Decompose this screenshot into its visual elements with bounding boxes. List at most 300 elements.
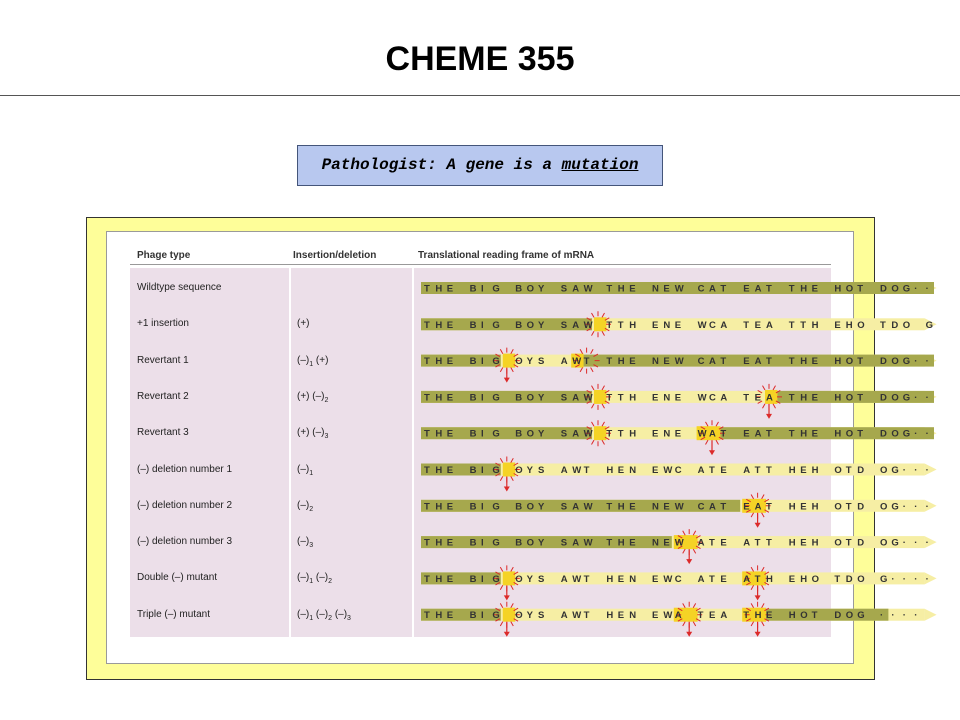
codon-letter [504,429,507,440]
codon-letter: H [435,428,443,440]
codon-letter [458,465,461,476]
codon-letter: H [435,392,443,404]
subtitle-emphasis: mutation [561,156,639,174]
codon-letter: H [766,573,773,585]
codon-letter: T [424,501,430,513]
codon-letter [549,284,552,295]
codon-letter [549,429,552,440]
codon-letter: · [925,573,929,585]
codon-letter: B [515,283,523,295]
codon-letter [686,429,689,440]
codon-letter [458,320,461,331]
codon-letter: N [652,501,659,513]
codon-letter: D [857,501,865,513]
codon-letter: T [424,537,430,549]
phage-type-label: (–) deletion number 1 [137,463,233,475]
codon-letter [686,320,689,331]
codon-letter [641,465,644,476]
phage-type-label: Double (–) mutant [137,572,218,584]
codon-letter: E [629,501,636,513]
codon-letter: H [800,392,808,404]
codon-letter: W [583,283,593,295]
codon-letter: E [446,392,454,404]
codon-letter: · [925,428,929,440]
codon-letter: A [754,428,762,440]
codon-letter: H [606,610,614,622]
codon-letter: O [891,392,899,404]
mutation-symbol: (–) [332,608,348,620]
codon-letter: H [617,501,625,513]
codon-letter [777,501,780,512]
mutation-index: 1 [309,360,314,368]
mutation-symbol: (+) (–) [297,390,325,402]
codon-letter: N [663,428,671,440]
codon-letter: N [663,392,671,404]
codon-letter: T [583,465,590,476]
codon-letter: N [629,610,637,622]
codon-letter: H [834,428,842,440]
codon-letter: B [469,573,477,585]
codon-letter: O [526,392,534,404]
codon-letter: T [766,501,772,513]
mutation-index: 1 [309,578,314,586]
mutation-index: 2 [309,505,314,513]
codon-letter: E [446,319,454,331]
codon-letter: T [424,465,430,476]
codon-letter: T [857,356,864,368]
codon-letter: B [469,501,477,513]
codon-letter: E [446,465,454,476]
bar-arrow-tip [925,609,937,621]
codon-letter [504,320,507,331]
codon-letter: T [788,392,795,404]
codon-letter: T [583,356,590,368]
codon-letter: H [834,283,842,295]
codon-letter: · [902,465,906,476]
codon-letter: · [902,537,906,549]
codon-in-frame [421,464,501,476]
codon-letter: I [481,610,484,622]
codon-letter [641,392,644,403]
codon-letter: E [663,356,670,368]
codon-letter [777,465,780,476]
codon-letter: · [891,610,895,622]
codon-letter: B [515,501,523,513]
codon-letter: H [617,356,625,368]
codon-letter: E [811,428,818,440]
codon-letter [686,465,689,476]
codon-letter: A [743,573,751,585]
codon-letter: O [526,319,534,331]
mutation-index: 2 [324,396,329,404]
codon-letter: E [652,610,659,622]
codon-letter: T [880,319,886,331]
codon-letter: O [515,465,523,476]
mutation-arrowhead [755,632,761,637]
codon-letter: H [788,501,796,513]
codon-letter: D [891,319,899,331]
codon-letter: E [629,283,636,295]
codon-letter: H [606,465,614,476]
codon-letter: D [834,610,842,622]
codon-letter [777,320,780,331]
codon-letter: · [914,428,918,440]
codon-letter: E [674,428,682,440]
codon-letter [504,284,507,295]
header-insertion-deletion: Insertion/deletion [293,250,377,261]
codon-letter: T [845,501,852,513]
codon-letter: B [469,610,477,622]
codon-in-frame [421,355,501,367]
codon-letter: A [560,573,568,585]
codon-letter: T [424,392,430,404]
codon-letter: A [572,501,580,513]
codon-letter: O [857,319,865,331]
codon-letter: T [857,283,864,295]
codon-letter [549,356,552,367]
codon-letter [549,610,552,621]
codon-letter [869,538,872,549]
codon-letter: W [572,573,582,585]
reading-frame-row [421,384,937,419]
codon-letter: A [560,356,568,368]
codon-letter: E [788,573,796,585]
codon-letter: T [766,465,772,476]
codon-letter [458,429,461,440]
mutation-index: 3 [309,542,314,550]
codon-letter: T [709,573,715,585]
phage-type-label: Revertant 1 [137,354,189,366]
reading-frame-sequence [424,392,929,403]
codon-letter: E [811,392,818,404]
mutation-symbol: (–) [313,572,329,584]
codon-letter: T [788,428,795,440]
codon-letter: W [674,537,684,549]
codon-letter: E [663,283,670,295]
codon-letter: H [788,537,796,549]
codon-letter: E [446,537,454,549]
codon-letter [823,356,826,367]
codon-letter: S [538,356,545,368]
codon-letter: N [629,465,637,476]
codon-letter: W [674,356,684,368]
codon-letter: C [674,465,682,476]
codon-letter: T [424,573,430,585]
codon-letter: D [880,392,887,404]
codon-letter: H [435,283,443,295]
codon-letter: H [834,392,842,404]
codon-letter [869,320,872,331]
codon-letter: T [720,501,727,513]
codon-letter: I [481,392,484,404]
codon-letter: E [629,537,636,549]
codon-letter: A [572,537,580,549]
mutation-index: 1 [309,614,314,622]
codon-letter: A [697,573,705,585]
codon-letter: H [435,501,443,513]
mutation-index: 2 [328,578,333,586]
codon-letter: H [800,428,808,440]
codon-letter: Y [538,428,545,440]
codon-letter: G [492,283,500,295]
codon-letter: H [788,610,796,622]
codon-letter: I [481,428,484,440]
codon-letter [869,501,872,512]
codon-letter: E [652,319,659,331]
codon-letter: T [754,573,761,585]
mutation-symbol: (–) [297,354,310,366]
codon-letter [823,429,826,440]
codon-letter: T [617,428,624,440]
codon-letter: H [435,319,443,331]
codon-letter: O [526,283,534,295]
codon-letter: H [834,356,842,368]
codon-letter: T [766,356,772,368]
codon-letter: G [880,573,888,585]
codon-letter [823,320,826,331]
codon-letter: D [880,283,887,295]
codon-letter: T [788,319,795,331]
codon-letter: E [446,283,454,295]
codon-letter: T [811,610,818,622]
codon-letter: I [481,465,484,476]
reading-frame-row [421,493,937,528]
codon-letter: N [652,283,659,295]
codon-letter: W [697,428,707,440]
codon-letter [641,574,644,585]
codon-letter: H [629,392,637,404]
codon-letter [641,610,644,621]
codon-letter: O [891,283,899,295]
mutation-arrowhead [755,523,761,528]
codon-letter: G [492,537,500,549]
codon-letter: B [469,319,477,331]
codon-letter [686,610,689,621]
codon-letter: N [652,356,659,368]
codon-letter: G [492,392,500,404]
codon-letter [595,501,598,512]
codon-letter: W [583,428,593,440]
codon-letter: A [560,465,568,476]
codon-letter: O [880,537,888,549]
mutation-arrowhead [504,487,510,492]
mutation-symbol: (–) [297,463,310,475]
codon-letter: G [902,392,911,404]
codon-letter [914,320,917,331]
codon-letter: E [743,428,750,440]
codon-letter: A [720,610,728,622]
reading-frame-row [421,311,937,337]
codon-letter: T [424,610,430,622]
codon-letter: O [526,428,534,440]
codon-letter: H [629,428,637,440]
codon-letter [777,392,780,403]
codon-letter: T [743,319,750,331]
codon-letter: E [617,573,625,585]
codon-letter: W [697,392,707,404]
codon-letter [777,429,780,440]
codon-letter: B [469,283,477,295]
codon-letter: W [663,573,673,585]
codon-letter: I [481,356,484,368]
codon-letter: E [709,610,716,622]
codon-letter: S [538,465,545,476]
codon-letter: T [709,465,715,476]
codon-letter: T [606,319,613,331]
codon-letter [458,356,461,367]
codon-letter: E [720,573,727,585]
codon-letter: T [606,392,613,404]
phage-type-label: Revertant 3 [137,427,189,439]
codon-letter [777,284,780,295]
subtitle-prefix: Pathologist: A gene is a [321,156,562,174]
codon-letter [732,538,735,549]
codon-letter: · [902,501,906,513]
codon-letter: W [663,465,673,476]
codon-letter: T [424,356,430,368]
codon-letter: O [515,610,523,622]
mutation-symbol: (–) [313,608,329,620]
codon-letter: T [606,428,613,440]
codon-letter [641,538,644,549]
codon-letter [595,284,598,295]
codon-letter: W [572,356,582,368]
codon-letter [595,574,598,585]
codon-letter: I [481,319,484,331]
codon-letter: T [424,428,430,440]
codon-letter [686,574,689,585]
codon-letter [869,356,872,367]
codon-letter: A [572,319,580,331]
codon-letter: I [481,501,484,513]
codon-in-frame [717,427,934,439]
codon-letter: I [481,573,484,585]
codon-letter [595,392,598,403]
phage-type-label: Triple (–) mutant [137,608,210,620]
codon-letter: A [560,610,568,622]
codon-letter [595,538,598,549]
codon-in-frame [421,609,501,621]
codon-letter: T [606,356,613,368]
codon-letter: W [572,465,582,476]
header-phage-type: Phage type [137,250,191,261]
codon-letter [458,284,461,295]
codon-letter: G [925,319,933,331]
codon-letter [504,392,507,403]
codon-letter: D [857,537,865,549]
codon-letter: H [800,356,808,368]
codon-letter: W [674,501,684,513]
codon-letter: C [709,319,716,331]
codon-letter: · [925,537,929,549]
codon-letter: A [720,319,728,331]
codon-letter [458,501,461,512]
codon-letter [732,574,735,585]
codon-letter: W [583,537,593,549]
codon-letter: O [834,465,842,476]
codon-letter [595,465,598,476]
reading-frame-row [421,457,937,492]
codon-letter [549,574,552,585]
codon-letter: · [914,573,918,585]
codon-letter: W [674,283,684,295]
codon-letter: T [754,465,761,476]
codon-letter: G [492,465,500,476]
codon-letter: W [572,610,582,622]
codon-letter: I [481,283,484,295]
mutation-symbol: (+) [313,354,329,366]
mutation-symbol: (–) [297,499,310,511]
codon-letter: E [743,283,750,295]
codon-letter: O [845,356,854,368]
codon-letter: C [697,356,705,368]
codon-letter: E [754,392,761,404]
codon-letter: Y [526,610,533,622]
codon-letter [732,320,735,331]
codon-letter: E [663,501,670,513]
codon-letter: T [857,392,864,404]
codon-letter: A [709,501,716,513]
codon-letter: E [743,501,750,513]
codon-letter: G [891,465,899,476]
codon-letter: B [515,537,523,549]
codon-letter: C [674,573,682,585]
codon-letter: H [435,573,443,585]
codon-letter: T [788,283,795,295]
codon-letter: Y [538,319,545,331]
codon-letter: E [652,573,659,585]
codon-letter: · [914,610,918,622]
codon-letter: D [845,573,853,585]
codon-letter: A [743,465,751,476]
phage-type-label: +1 insertion [137,318,189,330]
codon-letter: G [902,283,911,295]
codon-letter: B [515,428,523,440]
codon-letter: Y [526,573,533,585]
codon-letter: O [857,573,865,585]
codon-letter: T [583,610,590,622]
codon-letter: T [834,573,841,585]
reading-frame-sequence [424,356,929,367]
codon-letter: A [766,319,773,331]
mutation-arrowhead [686,632,692,637]
slide-title: CHEME 355 [385,40,575,78]
codon-letter [641,356,644,367]
codon-letter: O [515,356,523,368]
codon-letter [869,465,872,476]
codon-letter: N [663,319,671,331]
codon-letter [732,465,735,476]
codon-letter: T [754,537,761,549]
codon-letter [504,501,507,512]
codon-letter: E [674,319,682,331]
codon-letter: W [697,319,707,331]
mutation-arrowhead [504,595,510,600]
codon-letter: E [754,319,761,331]
codon-letter: A [709,283,716,295]
phage-type-label: Wildtype sequence [137,282,222,293]
codon-letter: O [891,428,899,440]
codon-letter [504,538,507,549]
codon-letter: O [880,501,888,513]
codon-letter: Y [526,356,533,368]
codon-letter: · [880,610,884,622]
codon-letter: C [697,283,705,295]
codon-letter: E [743,356,750,368]
codon-letter [686,501,689,512]
reading-frame-row [421,602,937,637]
codon-letter: T [606,283,613,295]
